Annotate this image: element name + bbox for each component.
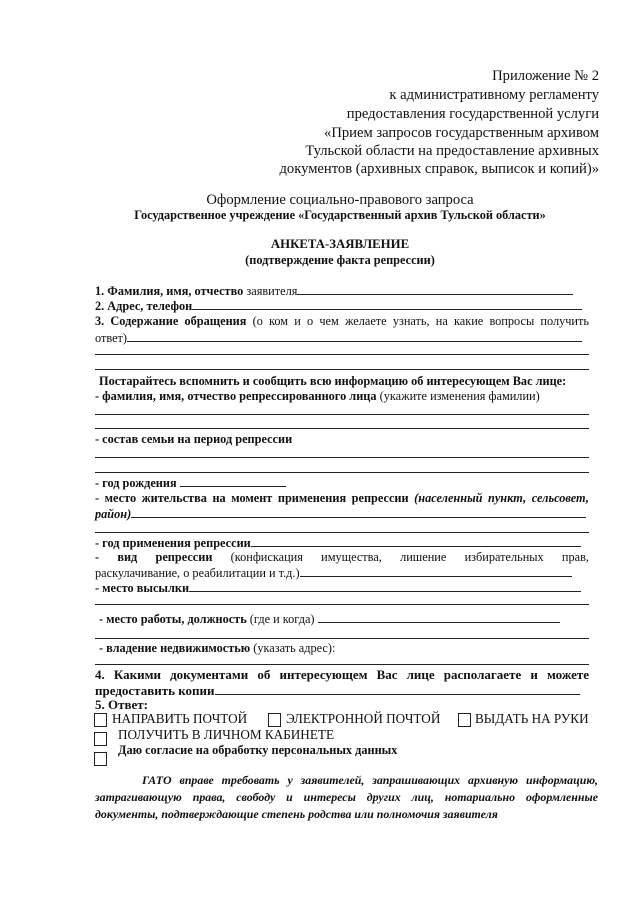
residence-continued[interactable] (95, 505, 589, 522)
family-label: - состав семьи на период репрессии (95, 432, 293, 446)
consent-label: Даю согласие на обработку персональных данных (118, 743, 398, 757)
field-label: - фамилия, имя, отчество репрессированного лица (95, 389, 377, 403)
institution-name: Государственное учреждение «Государственный архив Тульской области» (134, 208, 546, 222)
input-line[interactable] (318, 610, 560, 623)
input-line[interactable] (95, 604, 589, 605)
form-subtitle: (подтверждение факта репрессии) (245, 253, 435, 267)
answer-label: 5. Ответ: (95, 697, 149, 712)
input-line[interactable] (95, 532, 589, 533)
appendix-line: предоставления государственной услуги (346, 106, 599, 122)
consent-checkbox[interactable] (94, 752, 107, 766)
appendix-line: документов (архивных справок, выписок и копий)» (279, 161, 599, 177)
field-hint: (указать адрес): (253, 641, 336, 655)
post-delivery-label: НАПРАВИТЬ ПОЧТОЙ (112, 711, 248, 726)
field-hint: (где и когда) (249, 612, 315, 626)
field-label: - год применения репрессии (95, 536, 251, 550)
archive-note: ГАТО вправе требовать у заявителей, запрашивающих архивную информацию, затрагивающую права, свободу и интересы других лиц, нотариально оформленные документы, подтверждающие степень родства или полномочия заявителя (95, 773, 598, 821)
input-line[interactable] (95, 354, 589, 355)
field-hint: раскулачивание, о реабилитации и т.д.) (95, 566, 300, 580)
field-label: - год рождения (95, 476, 177, 490)
input-line[interactable] (95, 369, 589, 370)
field-label: 1. Фамилия, имя, отчество (95, 284, 244, 298)
form-title: АНКЕТА-ЗАЯВЛЕНИЕ (270, 237, 410, 251)
birth-year-field[interactable] (95, 474, 589, 491)
property-field (99, 640, 589, 656)
request-content-continued[interactable] (95, 329, 589, 346)
appendix-line: Тульской области на предоставление архивных (305, 143, 599, 159)
address-phone-field[interactable] (95, 297, 589, 314)
appendix-line: к административному регламенту (389, 87, 599, 103)
input-line[interactable] (95, 664, 589, 665)
input-line[interactable] (189, 579, 581, 592)
request-heading: Оформление социально-правового запроса (206, 192, 474, 208)
repression-type-field (95, 549, 589, 565)
field-label: - владение недвижимостью (99, 641, 251, 655)
field-hint: (населенный пункт, сельсовет, (414, 491, 589, 505)
input-line[interactable] (192, 297, 582, 310)
field-label: - место жительства на момент применения репрессии (95, 491, 409, 505)
field-hint: (конфискация имущества, лишение избирательных прав, (230, 550, 589, 564)
field-hint: район) (95, 507, 132, 521)
email-delivery-checkbox[interactable] (268, 713, 281, 727)
field-hint: (о ком и о чем желаете узнать, на какие вопросы получить (252, 314, 589, 328)
field-label: предоставить копии (95, 683, 215, 698)
post-delivery-checkbox[interactable] (94, 713, 107, 727)
input-line[interactable] (95, 457, 589, 458)
input-line[interactable] (297, 282, 573, 295)
appendix-line: «Прием запросов государственным архивом (324, 125, 599, 141)
personal-cabinet-label: ПОЛУЧИТЬ В ЛИЧНОМ КАБИНЕТЕ (118, 727, 334, 742)
input-line[interactable] (251, 534, 581, 547)
field-label: 3. Содержание обращения (95, 314, 247, 328)
input-line[interactable] (95, 428, 589, 429)
hand-delivery-checkbox[interactable] (458, 713, 471, 727)
appendix-line: Приложение № 2 (492, 68, 599, 84)
work-place-field[interactable] (99, 610, 589, 627)
field-label: - вид репрессии (95, 550, 213, 564)
input-line[interactable] (127, 329, 582, 342)
field-label: - место высылки (95, 581, 190, 595)
email-delivery-label: ЭЛЕКТРОННОЙ ПОЧТОЙ (286, 711, 441, 726)
input-line[interactable] (95, 638, 589, 639)
personal-cabinet-checkbox[interactable] (94, 732, 107, 746)
input-line[interactable] (300, 564, 572, 577)
field-hint: (укажите изменения фамилии) (379, 389, 540, 403)
input-line[interactable] (131, 505, 586, 518)
request-content-field (95, 313, 589, 329)
field-label: - место работы, должность (99, 612, 247, 626)
field-label: 2. Адрес, телефон (95, 299, 193, 313)
hand-delivery-label: ВЫДАТЬ НА РУКИ (475, 711, 589, 726)
residence-field (95, 490, 589, 506)
input-line[interactable] (215, 682, 580, 695)
input-line[interactable] (180, 474, 286, 487)
info-heading: Постарайтесь вспомнить и сообщить всю информацию об интересующем Вас лице: (99, 374, 567, 388)
repressed-name-field (95, 388, 589, 404)
input-line[interactable] (95, 472, 589, 473)
documents-question: 4. Какими документами об интересующем Вас лице располагаете и можете (95, 667, 589, 682)
exile-place-field[interactable] (95, 579, 589, 596)
field-hint: заявителя (246, 284, 298, 298)
field-hint: ответ) (95, 331, 128, 345)
input-line[interactable] (95, 414, 589, 415)
